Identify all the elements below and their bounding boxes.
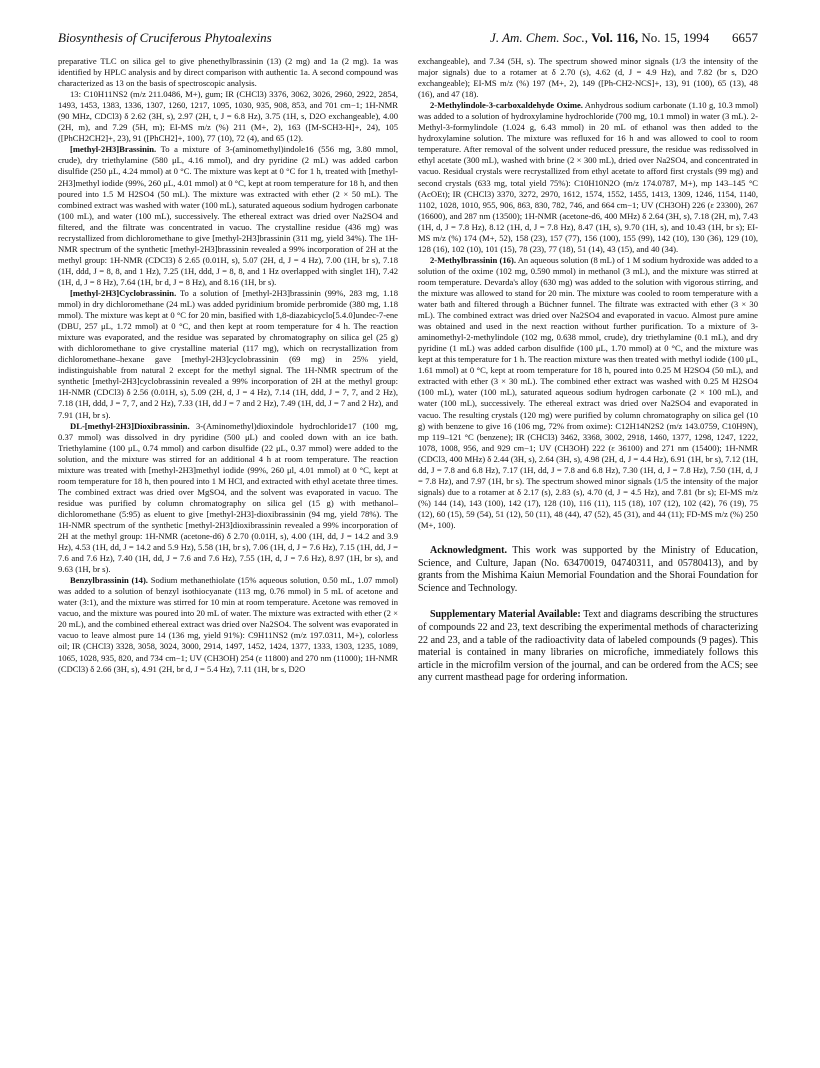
paragraph (58, 288, 398, 421)
paragraph-text: Anhydrous sodium carbonate (1.10 g, 10.3 mmol) was added to a solution of hydroxylamine hydrochloride (700 mg, 10.1 mmol) in water (3 mL). 2-Methyl-3-formylindole (1.024 g, 6.43 mmol) in 20 mL of ethanol was then added to the hydroxylamine solution. The mixture was refluxed for 16 h and was allowed to cool to room temperature. After removal of the solvent under reduced pressure, the residue was redissolved in ethyl acetate (300 mL), washed with brine (2 × 300 mL), dried over Na2SO4, and concentrated in vacuo. Residual crystals were recrystallized from ethyl acetate to afford first crystals (99 mg) and second crystals (633 mg, total yield 75%): C10H10N2O (m/z 174.0787, M+), mp 143–145 °C (AcOEt); IR (CHCl3) 3370, 3272, 2970, 1612, 1574, 1552, 1455, 1413, 1309, 1246, 1154, 1140, 1102, 1028, 1010, 955, 906, 863, 830, 782, 746, and 664 cm−1; UV (CH3OH) 226 (ε 23300), 267 (16600), and 287 nm (13500); 1H-NMR (acetone-d6, 400 MHz) δ 2.64 (3H, s), 7.18 (2H, m), 7.43 (1H, d, J = 7.8 Hz), 8.12 (1H, d, J = 7.8 Hz), 8.47 (1H, s), 9.70 (1H, s), and 10.43 (1H, br s); EI-MS m/z (%) 174 (M+, 52), 158 (23), 157 (77), 156 (100), 155 (99), 142 (10), 130 (36), 129 (10), 128 (16), 102 (10), 101 (15), 78 (23), 77 (18), 51 (14), 43 (15), and 40 (34). (418, 100, 759, 254)
paragraph: 13: C10H11NS2 (m/z 211.0486, M+), gum; IR (CHCl3) 3376, 3062, 3026, 2960, 2922, 2854, 1493, 1453, 1383, 1336, 1307, 1260, 1217, 1095, 1030, 935, 908, 853, and 701 cm−1; 1H-NMR (90 MHz, CDCl3) δ 2.62 (3H, s), 2.97 (2H, t, J = 6.8 Hz), 3.75 (1H, s, D2O exchangeable), 4.00 (2H, m), and 7.29 (5H, m); EI-MS m/z (%) 211 (M+, 2), 163 ([M-SCH3-H]+, 24), 105 ([PhCH2CH2]+, 23), 91 ([PhCH2]+, 100), 77 (10), 72 (4), and 65 (12). (58, 89, 398, 144)
journal-citation (490, 30, 758, 46)
journal-name: J. Am. Chem. Soc., (490, 30, 589, 45)
supplementary-heading: Supplementary Material Available: (430, 609, 581, 621)
paragraph (58, 144, 398, 288)
paragraph: preparative TLC on silica gel to give phenethylbrassinin (13) (2 mg) and 1a (2 mg). 1a was identified by HPLC analysis and by direct comparison with authentic 1a. A second compound was characterized as 13 on the basis of spectroscopic analysis. (58, 56, 398, 89)
journal-issue: No. 15, 1994 (641, 30, 710, 45)
section-heading: [methyl-2H3]Cyclobrassinin. (70, 287, 177, 298)
acknowledgment-heading: Acknowledgment. (430, 545, 507, 557)
acknowledgment-text: This work was supported by the Ministry of Education, Science, and Culture, Japan (No. 63470019, 04740311, and 05780413), and by grants from the Mishima Kaiun Memorial Foundation and the Shorai Foundation for Science and Technology. (418, 545, 758, 594)
paragraph-text: Sodium methanethiolate (15% aqueous solution, 0.50 mL, 1.07 mmol) was added to a solution of benzyl isothiocyanate (113 mg, 0.76 mmol) in 5 mL of acetone and water (3:1), and the mixture was stirred for 10 min at room temperature. Acetone was removed in vacuo, and the mixture was poured into 20 mL of water. The mixture was extracted with ether (2 × 20 mL), and the combined ethereal extract was dried over Na2SO4. The solvent was evaporated in vacuo to leave almost pure 14 (136 mg, yield 91%): C9H11NS2 (m/z 197.0311, M+), colorless oil; IR (CHCl3) 3328, 3058, 3024, 3000, 2914, 1497, 1452, 1424, 1377, 1333, 1303, 1235, 1089, 1065, 1028, 935, 820, and 734 cm−1; UV (CH3OH) 254 (ε 11800) and 270 nm (11000); 1H-NMR (CDCl3) δ 2.66 (3H, s), 4.91 (2H, br d, J = 5.4 Hz), 7.11 (1H, br s, D2O (58, 575, 398, 674)
paragraph-text: An aqueous solution (8 mL) of 1 M sodium hydroxide was added to a solution of the oxime (102 mg, 0.590 mmol) in methanol (3 mL), and the mixture was stirred at room temperature. Devarda's alloy (630 mg) was added to the solution with vigorous stirring, and the mixture was allowed to stand for 20 min. The mixture was cooled to room temperature with a water bath and filtered through a Büchner funnel. The filtrate was extracted with ether (3 × 30 mL). The combined extract was dried over Na2SO4 and evaporated in vacuo. Almost pure amine was obtained and used in the next reaction without further purification. To a mixture of 3-aminomethyl-2-methylindole (102 mg, 0.638 mmol, crude), dry triethylamine (0.1 mL), and dry pyridine (1 mL) was added carbon disulfide (100 μL, 1.70 mmol) at 0 °C, and the mixture was kept at this temperature for 1 h. The reaction mixture was then treated with methyl iodide (100 μL, 1.61 mmol) at 0 °C, kept at room temperature for 18 h, poured into 0.25 M H2SO4 (50 mL), and extracted with ether (3 × 30 mL). The combined ether extract was washed with 0.25 M H2SO4 (100 mL), water (100 mL), saturated aqueous sodium hydrogen carbonate (2 × 100 mL), and water (100 mL), successively. The ethereal extract was dried over Na2SO4 and evaporated in vacuo. The resulting crystals (120 mg) were purified by column chromatography on silica gel (10 g) with benzene to give 16 (106 mg, 72% from oxime): C12H14N2S2 (m/z 143.0759, C10H9N), mp 119–121 °C (benzene); IR (CHCl3) 3462, 3368, 3002, 2918, 1460, 1377, 1298, 1247, 1222, 1078, 1008, 956, and 929 cm−1; UV (CH3OH) 222 (ε 36100) and 271 nm (15400); 1H-NMR (CDCl3, 400 MHz) δ 2.44 (3H, s), 2.64 (3H, s), 4.98 (2H, d, J = 4.4 Hz), 6.91 (1H, br s), 7.12 (1H, dd, J = 7.8 and 6.8 Hz), 7.17 (1H, dd, J = 7.8 and 6.8 Hz), 7.30 (1H, d, J = 7.8 Hz), 7.50 (1H, d, J = 7.8 Hz), and 7.97 (1H, br s). The spectrum showed minor signals (1/5 the intensity of the major signals) due to a rotamer at δ 2.17 (s), 2.83 (s), 4.70 (d, J = 4.5 Hz), and 7.81 (br s); EI-MS m/z (%) 144 (14), 143 (100), 142 (17), 128 (10), 116 (11), 115 (18), 107 (12), 102 (42), 76 (19), 75 (12), 60 (15), 59 (54), 51 (12), 50 (11), 48 (44), 47 (52), 45 (31), and 44 (11); FD-MS m/z (%) 250 (M+, 100). (418, 254, 758, 530)
paragraph-text: 3-(Aminomethyl)dioxindole hydrochloride17 (100 mg, 0.37 mmol) was dissolved in dry pyridine (500 μL) and cooled down with an ice bath. Triethylamine (100 μL, 0.74 mmol) and carbon disulfide (22 μL, 0.37 mmol) were added to the solution, and the mixture was stirred for an additional 4 h at room temperature. The reaction mixture was treated with [methyl-2H3]methyl iodide (99%, 260 μl, 4.01 mmol) at 0 °C, kept at room temperature for 18 h, then poured into 1 M HCl, and extracted with ethyl acetate three times. The combined extract was dried over MgSO4, and the solvent was evaporated in vacuo. The residue was purified by column chromatography on silica gel (15 g) with methanol–dichloromethane (5:95) as eluent to give [methyl-2H3]-dioxibrassinin (94 mg, yield 78%). The 1H-NMR spectrum of the synthetic [methyl-2H3]dioxibrassinin revealed a 99% incorporation of 2H at the methyl group: 1H-NMR (acetone-d6) δ 2.70 (0.01H, s), 4.00 (1H, dd, J = 14.2 and 3.9 Hz), 4.53 (1H, dd, J = 14.2 and 5.9 Hz), 5.58 (1H, br s), 7.06 (1H, d, J = 7.6 Hz), 7.15 (1H, dd, J = 7.6 and 7.6 Hz), 7.40 (1H, dd, J = 7.6 and 7.6 Hz), 7.55 (1H, d, J = 7.6 Hz), 8.97 (1H, br s), and 9.63 (1H, br s). (58, 420, 398, 575)
section-heading: DL-[methyl-2H3]Dioxibrassinin. (70, 420, 190, 431)
acknowledgment (418, 545, 758, 595)
supplementary-text: Text and diagrams describing the structures of compounds 22 and 23, text describing the experimental methods of characterizing 22 and 23, and a table of the radioactivity data of labeled compounds (9 pages). This material is contained in many libraries on microfiche, immediately follows this article in the microfilm version of the journal, and can be ordered from the ACS; see any current masthead page for ordering information. (418, 609, 758, 684)
section-heading: Benzylbrassinin (14). (70, 575, 148, 586)
running-header (58, 30, 758, 50)
spacer (418, 531, 758, 545)
paragraph (58, 421, 398, 576)
running-title: Biosynthesis of Cruciferous Phytoalexins (58, 30, 272, 45)
section-heading: 2-Methylbrassinin (16). (430, 254, 516, 265)
paragraph (418, 255, 758, 531)
paragraph: exchangeable), and 7.34 (5H, s). The spectrum showed minor signals (1/3 the intensity of the major signals) due to a rotamer at δ 2.70 (s), 4.62 (d, J = 4.9 Hz), and 7.82 (br s, D2O exchangeable); EI-MS m/z (%) 197 (M+, 2), 149 ([Ph-CH2-NCS]+, 13), 91 (100), 65 (13), 48 (16), and 47 (18). (418, 56, 758, 100)
right-column (418, 56, 758, 685)
supplementary-material (418, 609, 758, 685)
spacer (418, 595, 758, 609)
paragraph-text: To a mixture of 3-(aminomethyl)indole16 (556 mg, 3.80 mmol, crude), dry triethylamine (580 μL, 4.16 mmol), and dry pyridine (2 mL) was added carbon disulfide (250 μL, 4.24 mmol) at 0 °C. The mixture was kept at 0 °C for 1 h, treated with [methyl-2H3]methyl iodide (99%, 260 μL, 4.01 mmol) at 0 °C, kept at room temperature for 18 h, and then poured into 1.5 M H2SO4 (50 mL). The mixture was extracted with ether (2 × 50 mL). The combined extract was washed with water (100 mL), saturated aqueous sodium hydrogen carbonate (100 mL), and water (100 mL), successively. The ethereal extract was dried over Na2SO4 and filtered, and the filtrate was concentrated in vacuo. The crystalline residue (436 mg) was recrystallized from dichloromethane to give [methyl-2H3]brassinin (311 mg, yield 34%). The 1H-NMR spectrum of the synthetic [methyl-2H3]brassinin revealed a 99% incorporation of 2H at the methyl group: 1H-NMR (CDCl3) δ 2.65 (0.01H, s), 5.07 (2H, d, J = 4 Hz), 7.00 (1H, br s), 7.18 (1H, ddd, J = 8, 8, and 1 Hz), 7.25 (1H, ddd, J = 8, 8, and 1 Hz overlapped with singlet 1H), 7.42 (1H, d, J = 8 Hz), 7.64 (1H, br d, J = 8 Hz), and 8.16 (1H, br s). (58, 144, 398, 287)
paragraph (418, 100, 758, 255)
journal-volume: Vol. 116, (591, 30, 639, 45)
section-heading: 2-Methylindole-3-carboxaldehyde Oxime. (430, 100, 583, 111)
paragraph (58, 575, 398, 674)
paragraph-text: To a solution of [methyl-2H3]brassinin (99%, 283 mg, 1.18 mmol) in dry dichloromethane (24 mL) was added pyridinium bromide perbromide (380 mg, 1.18 mmol). The mixture was kept at 0 °C for 20 min, basified with 1,8-diazabicyclo[5.4.0]undec-7-ene (DBU, 257 μL, 1.72 mmol) at 0 °C, and then kept at room temperature for 4 h. The reaction mixture was evaporated, and the residue was separated by chromatography on silica gel (25 g) with dichloromethane to give crystalline material (117 mg), which on recrystallization from dichloromethane–hexane gave [methyl-2H3]cyclobrassinin (69 mg) in 25% yield, indistinguishable from natural 2 except for the methyl signal. The 1H-NMR spectrum of the synthetic [methyl-2H3]cyclobrassinin revealed a 99% incorporation of 2H at the methyl group: 1H-NMR (CDCl3) δ 2.56 (0.01H, s), 5.09 (2H, d, J = 4 Hz), 7.14 (1H, ddd, J = 7, 7, and 2 Hz), 7.18 (1H, ddd, J = 7, 7, and 2 Hz), 7.33 (1H, dd J = 7 and 2 Hz), 7.49 (1H, dd, J = 7 and 2 Hz), and 7.91 (1H, br s). (58, 287, 398, 420)
left-column (58, 56, 398, 675)
section-heading: [methyl-2H3]Brassinin. (70, 144, 157, 155)
page-number: 6657 (732, 30, 758, 45)
